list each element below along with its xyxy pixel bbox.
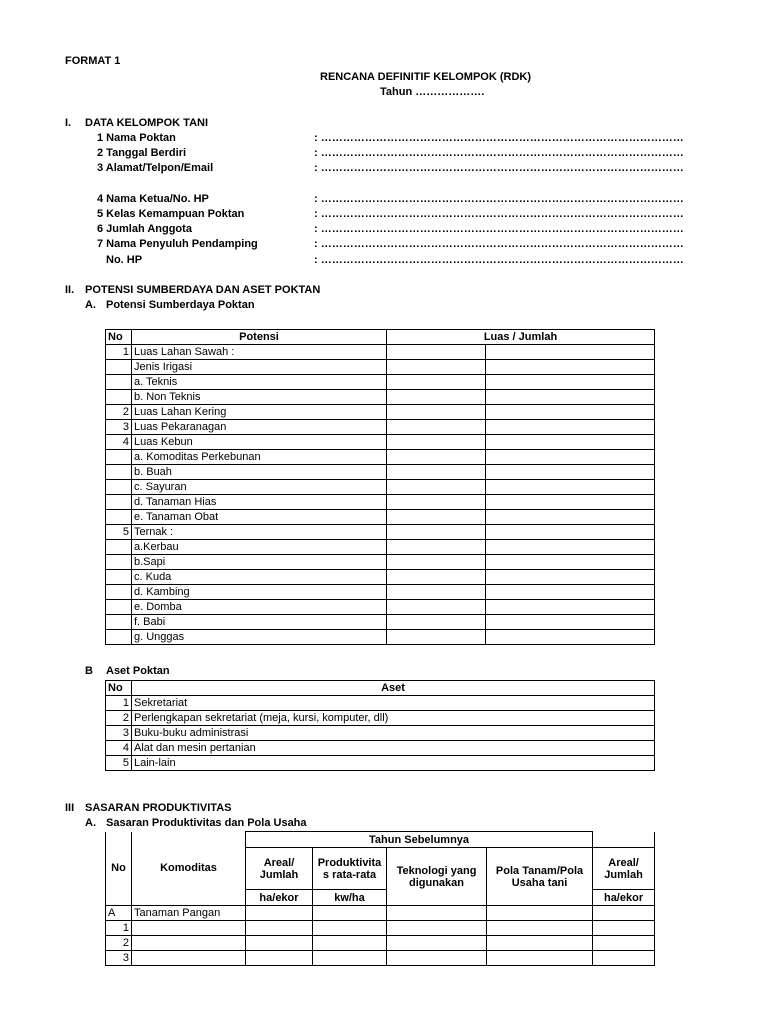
row-input-cell[interactable] [486, 600, 655, 615]
row-input-cell[interactable] [486, 555, 655, 570]
row-no: 1 [106, 696, 132, 711]
table-row [106, 585, 655, 600]
row-input-cell[interactable] [486, 540, 655, 555]
row-input-cell[interactable] [486, 465, 655, 480]
header-pola: Pola Tanam/Pola Usaha tani [487, 848, 593, 906]
row-input-cell[interactable] [486, 525, 655, 540]
table-row [106, 390, 655, 405]
row-no: 1 [106, 345, 132, 360]
row-item: Buku-buku administrasi [132, 726, 655, 741]
row-input-cell[interactable] [387, 360, 486, 375]
row-item [132, 921, 246, 936]
table-header-row [106, 681, 655, 696]
row-input-cell[interactable] [486, 585, 655, 600]
row-no: 5 [106, 756, 132, 771]
row-input-cell[interactable] [387, 345, 486, 360]
field-label-no-hp: No. HP [106, 254, 143, 266]
row-no [106, 390, 132, 405]
row-input-cell[interactable] [486, 630, 655, 645]
row-input-cell[interactable] [486, 615, 655, 630]
row-no: 4 [106, 435, 132, 450]
row-item: b. Non Teknis [132, 390, 387, 405]
row-no [106, 450, 132, 465]
row-no: 2 [106, 405, 132, 420]
section3-subA-title: Sasaran Produktivitas dan Pola Usaha [106, 817, 307, 829]
row-input-cell[interactable] [486, 495, 655, 510]
fill-line: : ……………………………………………………………………………………… [314, 223, 684, 235]
table-row [106, 630, 655, 645]
header-no: No [106, 681, 132, 696]
row-item: d. Tanaman Hias [132, 495, 387, 510]
row-item: Luas Lahan Kering [132, 405, 387, 420]
row-item: Luas Pekaranagan [132, 420, 387, 435]
field-label-penyuluh: 7 Nama Penyuluh Pendamping [97, 238, 258, 250]
row-input-cell[interactable] [387, 585, 486, 600]
field-label-jumlah-anggota: 6 Jumlah Anggota [97, 223, 192, 235]
table-row [106, 600, 655, 615]
fill-line: : ……………………………………………………………………………………… [314, 238, 684, 250]
row-no [106, 480, 132, 495]
table-row [106, 465, 655, 480]
field-label-alamat: 3 Alamat/Telpon/Email [97, 162, 214, 174]
row-input-cell[interactable] [387, 390, 486, 405]
header-no: No [106, 832, 132, 906]
header-produktivitas: Produktivita s rata-rata [313, 848, 387, 890]
row-no: 2 [106, 936, 132, 951]
row-no: 3 [106, 951, 132, 966]
row-input-cell[interactable] [593, 951, 655, 966]
table-row [106, 555, 655, 570]
row-item: a.Kerbau [132, 540, 387, 555]
field-label-kelas: 5 Kelas Kemampuan Poktan [97, 208, 245, 220]
section2-subB-title: Aset Poktan [106, 665, 170, 677]
row-item: Jenis Irigasi [132, 360, 387, 375]
section2-heading: POTENSI SUMBERDAYA DAN ASET POKTAN [85, 284, 321, 296]
row-input-cell[interactable] [486, 345, 655, 360]
row-input-cell[interactable] [486, 375, 655, 390]
table-row [106, 540, 655, 555]
fill-line: : ……………………………………………………………………………………… [314, 193, 684, 205]
row-item: d. Kambing [132, 585, 387, 600]
header-luas-jumlah: Luas / Jumlah [387, 330, 655, 345]
table-row [106, 906, 655, 921]
row-no [106, 510, 132, 525]
table-row [106, 756, 655, 771]
row-no: A [106, 906, 132, 921]
row-no: 1 [106, 921, 132, 936]
row-input-cell[interactable] [387, 495, 486, 510]
table-row [106, 405, 655, 420]
row-input-cell[interactable] [486, 360, 655, 375]
row-input-cell[interactable] [486, 570, 655, 585]
row-item: Tanaman Pangan [132, 906, 246, 921]
row-input-cell[interactable] [313, 906, 387, 921]
fill-line: : ……………………………………………………………………………………… [314, 254, 684, 266]
field-label-tanggal-berdiri: 2 Tanggal Berdiri [97, 147, 187, 159]
row-input-cell[interactable] [487, 906, 593, 921]
row-input-cell[interactable] [246, 921, 313, 936]
section1-roman: I. [65, 117, 72, 129]
row-item [132, 936, 246, 951]
table-row [106, 951, 655, 966]
row-item: Lain-lain [132, 756, 655, 771]
row-input-cell[interactable] [486, 420, 655, 435]
format-label: FORMAT 1 [65, 55, 121, 67]
section2-roman: II. [65, 284, 75, 296]
row-no [106, 495, 132, 510]
table-row [106, 615, 655, 630]
row-input-cell[interactable] [387, 630, 486, 645]
header-potensi: Potensi [132, 330, 387, 345]
row-input-cell[interactable] [387, 555, 486, 570]
field-label-nama-ketua: 4 Nama Ketua/No. HP [97, 193, 209, 205]
table-row [106, 525, 655, 540]
row-input-cell[interactable] [593, 906, 655, 921]
row-input-cell[interactable] [313, 921, 387, 936]
row-input-cell[interactable] [387, 435, 486, 450]
row-input-cell[interactable] [387, 465, 486, 480]
table-row [106, 921, 655, 936]
table-row [106, 570, 655, 585]
row-input-cell[interactable] [486, 450, 655, 465]
row-input-cell[interactable] [387, 951, 487, 966]
unit-areal: ha/ekor [246, 890, 313, 906]
row-no: 2 [106, 711, 132, 726]
row-input-cell[interactable] [387, 450, 486, 465]
section2-subA-letter: A. [85, 299, 96, 311]
row-input-cell[interactable] [246, 936, 313, 951]
row-input-cell[interactable] [387, 480, 486, 495]
row-input-cell[interactable] [486, 390, 655, 405]
table-row [106, 711, 655, 726]
section3-subA-letter: A. [85, 817, 96, 829]
table-row [106, 360, 655, 375]
field-label-nama-poktan: 1 Nama Poktan [97, 132, 176, 144]
row-input-cell[interactable] [246, 906, 313, 921]
header-areal-2: Areal/ Jumlah [593, 848, 655, 890]
row-no [106, 630, 132, 645]
row-item: Luas Lahan Sawah : [132, 345, 387, 360]
document-title: RENCANA DEFINITIF KELOMPOK (RDK) [320, 71, 532, 83]
row-input-cell[interactable] [387, 510, 486, 525]
row-item: Sekretariat [132, 696, 655, 711]
row-no [106, 600, 132, 615]
header-tahun-sebelumnya: Tahun Sebelumnya [246, 832, 593, 848]
row-no [106, 585, 132, 600]
row-no [106, 465, 132, 480]
fill-line: : ……………………………………………………………………………………… [314, 208, 684, 220]
table-row [106, 480, 655, 495]
row-no [106, 540, 132, 555]
row-input-cell[interactable] [593, 921, 655, 936]
unit-produktivitas: kw/ha [313, 890, 387, 906]
table-row [106, 726, 655, 741]
row-input-cell[interactable] [593, 936, 655, 951]
row-no: 3 [106, 420, 132, 435]
table-row [106, 495, 655, 510]
sasaran-table [105, 831, 655, 966]
row-item: b. Buah [132, 465, 387, 480]
row-input-cell[interactable] [387, 540, 486, 555]
row-input-cell[interactable] [486, 510, 655, 525]
table-row [106, 696, 655, 711]
section2-subB-letter: B [85, 665, 93, 677]
table-row [106, 936, 655, 951]
row-input-cell[interactable] [313, 951, 387, 966]
row-item: a. Komoditas Perkebunan [132, 450, 387, 465]
row-item: a. Teknis [132, 375, 387, 390]
row-no [106, 615, 132, 630]
row-no [106, 570, 132, 585]
potensi-table [105, 329, 655, 645]
header-aset: Aset [132, 681, 655, 696]
header-teknologi: Teknologi yang digunakan [387, 848, 487, 906]
header-komoditas: Komoditas [132, 832, 246, 906]
row-input-cell[interactable] [387, 906, 487, 921]
row-item: c. Sayuran [132, 480, 387, 495]
row-item [132, 951, 246, 966]
row-input-cell[interactable] [487, 936, 593, 951]
year-line: Tahun ………………. [380, 86, 485, 98]
row-item: Ternak : [132, 525, 387, 540]
table-row [106, 435, 655, 450]
row-input-cell[interactable] [486, 405, 655, 420]
row-no [106, 555, 132, 570]
row-item: g. Unggas [132, 630, 387, 645]
row-item: b.Sapi [132, 555, 387, 570]
section3-roman: III [65, 802, 75, 814]
table-row [106, 345, 655, 360]
header-blank [593, 832, 655, 848]
table-row [106, 420, 655, 435]
row-item: e. Domba [132, 600, 387, 615]
row-input-cell[interactable] [387, 405, 486, 420]
row-input-cell[interactable] [387, 420, 486, 435]
row-input-cell[interactable] [387, 375, 486, 390]
row-input-cell[interactable] [246, 951, 313, 966]
row-input-cell[interactable] [486, 480, 655, 495]
section3-heading: SASARAN PRODUKTIVITAS [85, 802, 232, 814]
section2-subA-title: Potensi Sumberdaya Poktan [106, 299, 255, 311]
row-input-cell[interactable] [387, 936, 487, 951]
row-input-cell[interactable] [487, 951, 593, 966]
row-item: Luas Kebun [132, 435, 387, 450]
header-no: No [106, 330, 132, 345]
row-item: Perlengkapan sekretariat (meja, kursi, komputer, dll) [132, 711, 655, 726]
table-header-row [106, 832, 655, 848]
row-item: e. Tanaman Obat [132, 510, 387, 525]
table-header-row [106, 330, 655, 345]
aset-table [105, 680, 655, 771]
section1-heading: DATA KELOMPOK TANI [85, 117, 209, 129]
header-areal: Areal/ Jumlah [246, 848, 313, 890]
table-row [106, 375, 655, 390]
row-no: 4 [106, 741, 132, 756]
row-item: f. Babi [132, 615, 387, 630]
row-input-cell[interactable] [387, 525, 486, 540]
row-input-cell[interactable] [313, 936, 387, 951]
row-input-cell[interactable] [387, 570, 486, 585]
row-no [106, 360, 132, 375]
row-input-cell[interactable] [387, 600, 486, 615]
fill-line: : ……………………………………………………………………………………… [314, 132, 684, 144]
row-input-cell[interactable] [387, 615, 486, 630]
fill-line: : ……………………………………………………………………………………… [314, 162, 684, 174]
table-row [106, 510, 655, 525]
table-row [106, 741, 655, 756]
row-input-cell[interactable] [387, 921, 487, 936]
table-row [106, 450, 655, 465]
row-no [106, 375, 132, 390]
row-input-cell[interactable] [487, 921, 593, 936]
row-no: 5 [106, 525, 132, 540]
row-input-cell[interactable] [486, 435, 655, 450]
unit-areal-2: ha/ekor [593, 890, 655, 906]
fill-line: : ……………………………………………………………………………………… [314, 147, 684, 159]
row-item: c. Kuda [132, 570, 387, 585]
row-no: 3 [106, 726, 132, 741]
row-item: Alat dan mesin pertanian [132, 741, 655, 756]
